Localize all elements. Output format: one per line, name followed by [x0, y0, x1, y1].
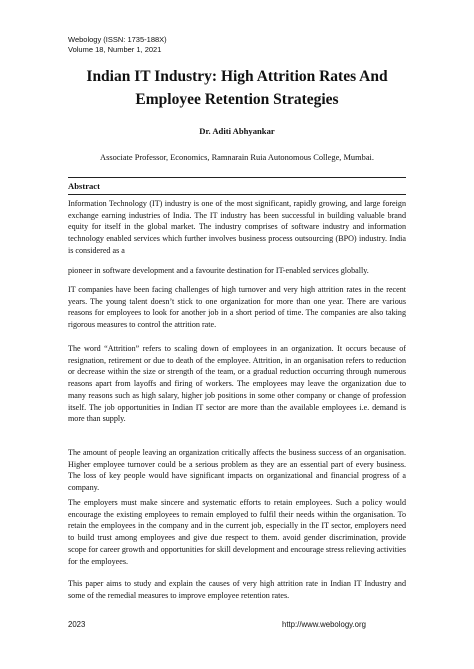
paragraph-5: The amount of people leaving an organization critically affects the business success of an organisation. Higher employee turnover could be a serious problem as they are an essential part of every business. The loss of key people would have significant impacts on organizational and financial progress of a company. — [68, 448, 406, 493]
journal-name: Webology (ISSN: 1735-188X) — [68, 35, 167, 44]
paragraph-3: IT companies have been facing challenges of high turnover and very high attrition rates in the recent years. The young talent doesn’t stick to one organization for more than one year. There are various reasons for employees to look for another job in a short period of time. The companies are also taking rigorous measures to control the attrition rate. — [68, 285, 406, 330]
abstract-heading: Abstract — [68, 181, 100, 191]
title-line-2: Employee Retention Strategies — [135, 91, 339, 108]
author-affiliation: Associate Professor, Economics, Ramnarain Ruia Autonomous College, Mumbai. — [100, 153, 374, 162]
footer-year: 2023 — [68, 620, 86, 629]
footer-url[interactable]: http://www.webology.org — [282, 620, 366, 629]
abstract-divider — [68, 194, 406, 195]
title-line-1: Indian IT Industry: High Attrition Rates And — [86, 68, 388, 85]
author-name: Dr. Aditi Abhyankar — [199, 126, 275, 136]
journal-volume: Volume 18, Number 1, 2021 — [68, 45, 162, 54]
paragraph-2: pioneer in software development and a favourite destination for IT-enabled services globally. — [68, 266, 369, 275]
paragraph-1: Information Technology (IT) industry is one of the most significant, rapidly growing, and large foreign exchange earning industries of India. The IT industry has been successful in building valuable brand equity for itself in the global market. The industry comprises of software industry and information technology enabled services which further involves business process outsourcing (BPO) industry. India is considered as a — [68, 199, 406, 255]
paragraph-6: The employers must make sincere and systematic efforts to retain employees. Such a policy would encourage the existing employees to remain employed to fulfil their needs within the organisation. To retain the employees in the company and in the current job, especially in the IT sector, employers need to build trust among employees and give due respect to them. avoid gender discrimination, provide scope for career growth and opportunities for skill development and encourage stress relieving activities for the employees. — [68, 498, 406, 566]
top-divider — [68, 177, 406, 178]
paragraph-7: This paper aims to study and explain the causes of very high attrition rate in Indian IT Industry and some of the remedial measures to improve employee retention rates. — [68, 579, 406, 600]
paragraph-4: The word “Attrition” refers to scaling down of employees in an organization. It occurs because of resignation, retirement or due to death of the employee. Attrition, in an organisation refers to reduction or decrease within the size or strength of the team, or a gradual reduction occurring through numerous reasons apart from layoffs and firing of workers. The employees may leave the organization due to many reasons such as high salary, higher job positions in some other company or change of profession itself. The job opportunities in Indian IT sector are more than the available employees i.e. demand is more than supply. — [68, 344, 406, 424]
